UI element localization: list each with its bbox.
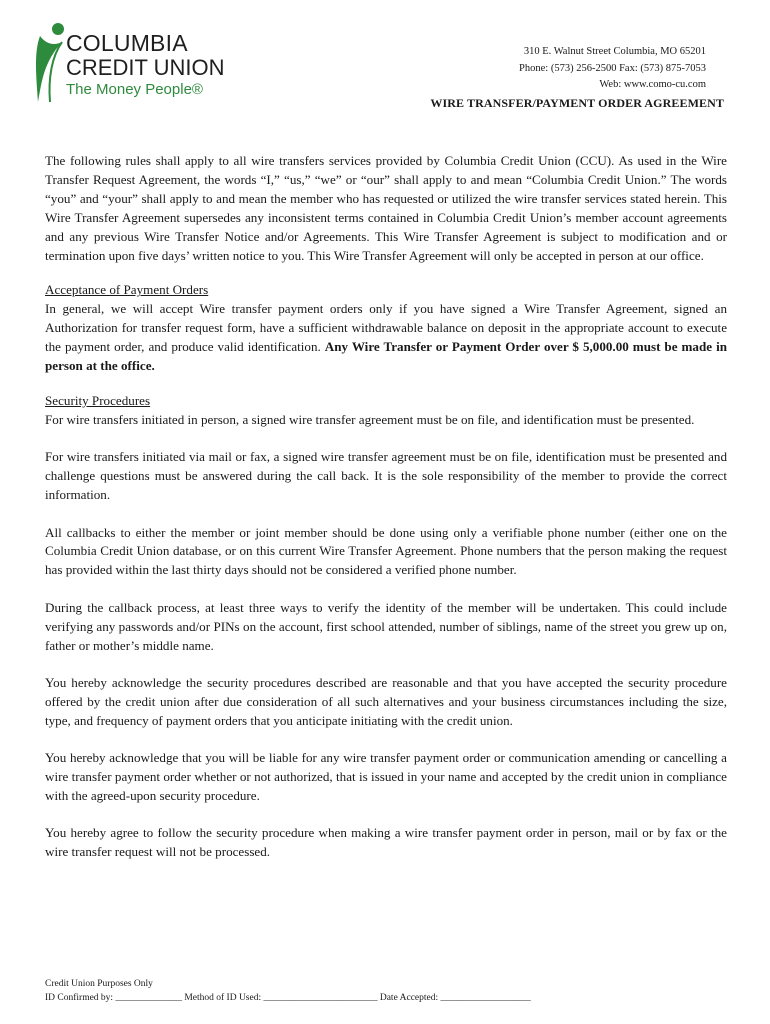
address-line: 310 E. Walnut Street Columbia, MO 65201 [523,46,706,57]
id-confirmed-label: ID Confirmed by: [45,993,114,1003]
logo-columbia-text: COLUMBIA [66,30,188,56]
acceptance-heading: Acceptance of Payment Orders [45,282,209,298]
intro-paragraph: The following rules shall apply to all wire transfers services provided by Columbia Credit Union (CCU). As used in the Wire Transfer Request Agreement, the words “I,” “us,” “we” or “our” shall apply to and mean “Columbia Credit Union.” The words “you” and “your” shall apply to and mean the member who has requested or utilized the wire transfer services stated herein. This Wire Transfer Agreement supersedes any inconsistent terms contained in Columbia Credit Union’s member account agreements and any previous Wire Transfer Notice and/or Agreements. This Wire Transfer Agreement is subject to modification and or termination upon five days’ written notice to you. This Wire Transfer Agreement will only be accepted in person at our office. [45,153,727,263]
columbia-credit-union-logo [32,22,232,104]
date-accepted-label: Date Accepted: [379,993,439,1003]
agreement-body [45,152,727,862]
credit-union-purposes-label: Credit Union Purposes Only [45,979,153,989]
footer [45,977,531,1005]
acceptance-text: In general, we will accept Wire transfer payment orders only if you have signed a Wire Transfer Agreement, signed an Authorization for transfer request form, have a sufficient withdrawable balance on deposit in the appropriate account to execute the payment order, and produce valid identification. [45,301,727,355]
method-of-id-label: Method of ID Used: [184,993,262,1003]
id-confirmed-field[interactable]: ______________ [115,993,182,1003]
contact-block [519,44,706,94]
security-paragraph-1: For wire transfers initiated in person, a signed wire transfer agreement must be on file, and identification must be presented. [45,411,695,427]
security-paragraph-3: All callbacks to either the member or joint member should be done using only a verifiable phone number (either one on the Columbia Credit Union database, or on this current Wire Transfer Agreement. Phone numbers that the person making the request has provided within the last thirty days should not be considered a verified phone number. [45,524,727,578]
logo-credit-union-text: CREDIT UNION [66,55,225,80]
security-paragraph-7: You hereby agree to follow the security procedure when making a wire transfer payment order in person, mail or by fax or the wire transfer request will not be processed. [45,825,727,860]
acceptance-section [45,281,727,376]
web-line: Web: www.como-cu.com [599,79,706,90]
method-of-id-field[interactable]: ________________________ [263,993,378,1003]
footer-fields-line [45,991,531,1005]
security-heading: Security Procedures [45,392,151,408]
security-paragraph-6: You hereby acknowledge that you will be liable for any wire transfer payment order or communication amending or cancelling a wire transfer payment order whether or not authorized, that is issued in your name and accepted by the credit union in compliance with the agreed-upon security procedure. [45,750,727,803]
phone-fax-line: Phone: (573) 256-2500 Fax: (573) 875-7053 [519,62,706,74]
acceptance-paragraph [45,300,727,376]
security-section [45,392,727,862]
acceptance-bold-text: Any Wire Transfer or Payment Order over $ 5,000.00 must be made in person at the office. [45,339,727,374]
security-paragraph-2: For wire transfers initiated via mail or fax, a signed wire transfer agreement must be on file, identification must be presented and challenge questions must be answered during the call back. It is the sole responsibility of the member to provide the correct information. [45,449,727,503]
logo-tagline: The Money People® [66,81,203,98]
security-paragraph-5: You hereby acknowledge the security procedures described are reasonable and that you have accepted the security procedure offered by the credit union after due consideration of all such alternatives and your business circumstances including the size, type, and frequency of payment orders that you anticipate initiating with the credit union. [45,674,727,728]
document-title: WIRE TRANSFER/PAYMENT ORDER AGREEMENT [430,96,724,110]
security-paragraph-4: During the callback process, at least three ways to verify the identity of the member will be undertaken. This could include verifying any passwords and/or PINs on the account, first school attended, number of siblings, name of the street you grew up on, father or mother’s middle name. [45,599,727,653]
date-accepted-field[interactable]: ___________________ [440,993,531,1003]
